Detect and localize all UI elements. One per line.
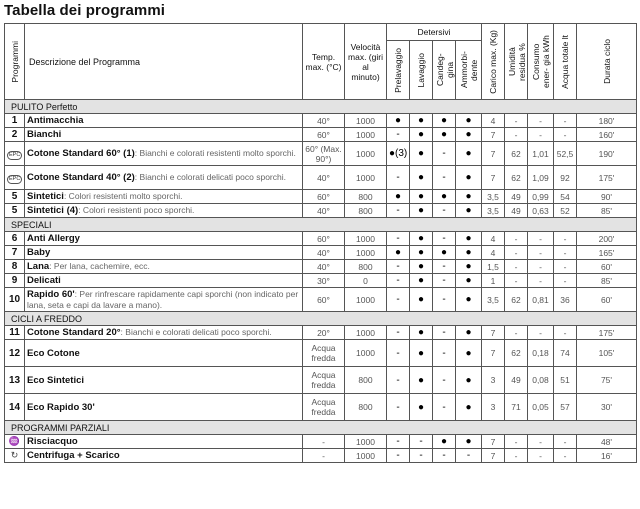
table-row (5, 288, 637, 312)
umidita-cell: - (505, 435, 528, 449)
durata-cell: 165' (577, 246, 637, 260)
consumo-cell: 0,81 (528, 288, 554, 312)
consumo-cell: - (528, 128, 554, 142)
consumo-cell: 1,01 (528, 142, 554, 166)
prelavaggio-cell: - (387, 166, 410, 190)
program-name: Sintetici (27, 191, 64, 202)
speed-cell: 1000 (345, 142, 387, 166)
programs-table (4, 23, 637, 463)
program-name: Lana (27, 261, 50, 272)
umidita-cell: - (505, 114, 528, 128)
consumo-cell: - (528, 274, 554, 288)
speed-cell: 800 (345, 204, 387, 218)
col-prelavaggio: Prelavaggio (387, 41, 410, 100)
table-row (5, 394, 637, 421)
program-name: Rapido 60' (27, 288, 75, 300)
program-name: Sintetici (4) (27, 205, 79, 216)
col-programmi: Programmi (5, 24, 25, 100)
program-description (25, 232, 303, 246)
load-cell: 7 (482, 340, 505, 367)
program-detail: : Per rinfrescare rapidamente capi sporchi (non indicato per lana, seta e capi da lavare a mano). (27, 288, 299, 310)
program-number: 14 (5, 394, 25, 421)
program-number: 9 (5, 274, 25, 288)
load-cell: 3,5 (482, 190, 505, 204)
umidita-cell: 49 (505, 204, 528, 218)
acqua-cell: - (554, 326, 577, 340)
umidita-cell: - (505, 260, 528, 274)
temp-cell: Acqua fredda (303, 394, 345, 421)
temp-cell: Acqua fredda (303, 340, 345, 367)
program-detail: : Bianchi e colorati delicati poco sporchi. (120, 327, 272, 337)
speed-cell: 1000 (345, 232, 387, 246)
umidita-cell: 62 (505, 288, 528, 312)
lavaggio-cell: ● (410, 288, 433, 312)
col-velocita: Velocità max. (giri al minuto) (345, 24, 387, 100)
acqua-cell: - (554, 246, 577, 260)
program-description (25, 166, 303, 190)
program-number: 5 (5, 204, 25, 218)
program-description (25, 326, 303, 340)
prelavaggio-cell: - (387, 232, 410, 246)
lavaggio-cell: ● (410, 128, 433, 142)
temp-cell: 30° (303, 274, 345, 288)
lavaggio-cell: ● (410, 367, 433, 394)
candeggina-cell: ● (433, 114, 456, 128)
program-description (25, 288, 303, 312)
prelavaggio-cell: - (387, 326, 410, 340)
candeggina-cell: - (433, 394, 456, 421)
col-descrizione: Descrizione del Programma (25, 24, 303, 100)
col-consumo: Consumo ener- gia kWh (528, 24, 554, 100)
program-number: 6 (5, 232, 25, 246)
program-number: 8 (5, 260, 25, 274)
program-number: 12 (5, 340, 25, 367)
consumo-cell: 0,08 (528, 367, 554, 394)
durata-cell: 60' (577, 260, 637, 274)
consumo-cell: 1,09 (528, 166, 554, 190)
energy-label-icon: EPC (5, 142, 25, 166)
load-cell: 7 (482, 128, 505, 142)
ammorbidente-cell: ● (456, 260, 482, 274)
durata-cell: 48' (577, 435, 637, 449)
ammorbidente-cell: ● (456, 435, 482, 449)
program-name: Eco Rapido 30' (27, 401, 95, 413)
speed-cell: 800 (345, 190, 387, 204)
prelavaggio-cell: - (387, 288, 410, 312)
speed-cell: 1000 (345, 166, 387, 190)
table-row (5, 246, 637, 260)
acqua-cell: 51 (554, 367, 577, 394)
program-name: Antimacchia (27, 115, 84, 126)
lavaggio-cell: ● (410, 394, 433, 421)
ammorbidente-cell: ● (456, 232, 482, 246)
prelavaggio-cell: - (387, 204, 410, 218)
table-row (5, 232, 637, 246)
ammorbidente-cell: - (456, 449, 482, 463)
consumo-cell: - (528, 449, 554, 463)
consumo-cell: 0,63 (528, 204, 554, 218)
speed-cell: 800 (345, 394, 387, 421)
umidita-cell: 49 (505, 190, 528, 204)
candeggina-cell: ● (433, 435, 456, 449)
section-row (5, 421, 637, 435)
col-candeggina: Candeg- gina (433, 41, 456, 100)
section-row (5, 100, 637, 114)
ammorbidente-cell: ● (456, 326, 482, 340)
prelavaggio-cell: ● (387, 114, 410, 128)
durata-cell: 190' (577, 142, 637, 166)
speed-cell: 1000 (345, 326, 387, 340)
umidita-cell: - (505, 232, 528, 246)
durata-cell: 200' (577, 232, 637, 246)
table-row (5, 114, 637, 128)
table-row (5, 166, 637, 190)
durata-cell: 90' (577, 190, 637, 204)
umidita-cell: 71 (505, 394, 528, 421)
lavaggio-cell: ● (410, 142, 433, 166)
col-durata: Durata ciclo (577, 24, 637, 100)
durata-cell: 85' (577, 274, 637, 288)
umidita-cell: - (505, 128, 528, 142)
load-cell: 3 (482, 394, 505, 421)
ammorbidente-cell: ● (456, 246, 482, 260)
program-detail: : Colori resistenti poco sporchi. (78, 205, 195, 215)
candeggina-cell: ● (433, 190, 456, 204)
table-row (5, 449, 637, 463)
candeggina-cell: - (433, 204, 456, 218)
section-title: CICLI A FREDDO (5, 312, 637, 326)
candeggina-cell: - (433, 166, 456, 190)
umidita-cell: - (505, 449, 528, 463)
load-cell: 3,5 (482, 204, 505, 218)
candeggina-cell: ● (433, 246, 456, 260)
program-number: 10 (5, 288, 25, 312)
prelavaggio-cell: ●(3) (387, 142, 410, 166)
consumo-cell: 0,99 (528, 190, 554, 204)
load-cell: 1,5 (482, 260, 505, 274)
speed-cell: 800 (345, 367, 387, 394)
program-description (25, 142, 303, 166)
acqua-cell: - (554, 128, 577, 142)
load-cell: 4 (482, 114, 505, 128)
load-cell: 7 (482, 166, 505, 190)
program-description (25, 394, 303, 421)
candeggina-cell: ● (433, 128, 456, 142)
program-number: 11 (5, 326, 25, 340)
ammorbidente-cell: ● (456, 166, 482, 190)
umidita-cell: 62 (505, 166, 528, 190)
lavaggio-cell: ● (410, 190, 433, 204)
lavaggio-cell: - (410, 435, 433, 449)
lavaggio-cell: - (410, 449, 433, 463)
table-row (5, 128, 637, 142)
acqua-cell: 36 (554, 288, 577, 312)
rinse-icon: ♒ (5, 435, 25, 449)
umidita-cell: - (505, 246, 528, 260)
candeggina-cell: - (433, 260, 456, 274)
speed-cell: 800 (345, 260, 387, 274)
prelavaggio-cell: - (387, 260, 410, 274)
program-name: Cotone Standard 60° (1) (27, 148, 135, 159)
temp-cell: 40° (303, 114, 345, 128)
prelavaggio-cell: - (387, 367, 410, 394)
ammorbidente-cell: ● (456, 142, 482, 166)
candeggina-cell: - (433, 288, 456, 312)
consumo-cell: - (528, 260, 554, 274)
acqua-cell: - (554, 449, 577, 463)
durata-cell: 16' (577, 449, 637, 463)
prelavaggio-cell: - (387, 340, 410, 367)
lavaggio-cell: ● (410, 204, 433, 218)
header-row-1 (5, 24, 637, 41)
prelavaggio-cell: - (387, 394, 410, 421)
acqua-cell: 92 (554, 166, 577, 190)
candeggina-cell: - (433, 274, 456, 288)
acqua-cell: - (554, 260, 577, 274)
temp-cell: 40° (303, 204, 345, 218)
consumo-cell: - (528, 246, 554, 260)
acqua-cell: - (554, 435, 577, 449)
ammorbidente-cell: ● (456, 128, 482, 142)
section-title: SPECIALI (5, 218, 637, 232)
program-number: 7 (5, 246, 25, 260)
table-row (5, 326, 637, 340)
speed-cell: 1000 (345, 449, 387, 463)
lavaggio-cell: ● (410, 274, 433, 288)
temp-cell: 60° (303, 128, 345, 142)
acqua-cell: 52 (554, 204, 577, 218)
candeggina-cell: - (433, 326, 456, 340)
program-description (25, 367, 303, 394)
durata-cell: 60' (577, 288, 637, 312)
temp-cell: 20° (303, 326, 345, 340)
load-cell: 4 (482, 232, 505, 246)
table-row (5, 435, 637, 449)
prelavaggio-cell: ● (387, 190, 410, 204)
consumo-cell: - (528, 114, 554, 128)
load-cell: 7 (482, 142, 505, 166)
table-row (5, 204, 637, 218)
candeggina-cell: - (433, 232, 456, 246)
program-name: Baby (27, 247, 51, 258)
acqua-cell: - (554, 114, 577, 128)
durata-cell: 75' (577, 367, 637, 394)
table-row (5, 142, 637, 166)
col-ammorbidente: Ammorbi- dente (456, 41, 482, 100)
program-name: Risciacquo (27, 436, 78, 447)
acqua-cell: 52,5 (554, 142, 577, 166)
programs-body (5, 100, 637, 463)
consumo-cell: 0,18 (528, 340, 554, 367)
program-name: Eco Cotone (27, 347, 80, 359)
load-cell: 3,5 (482, 288, 505, 312)
program-description (25, 260, 303, 274)
temp-cell: 60° (303, 190, 345, 204)
lavaggio-cell: ● (410, 114, 433, 128)
col-lavaggio: Lavaggio (410, 41, 433, 100)
program-description (25, 246, 303, 260)
umidita-cell: 62 (505, 340, 528, 367)
lavaggio-cell: ● (410, 246, 433, 260)
load-cell: 7 (482, 435, 505, 449)
program-name: Cotone Standard 40° (2) (27, 172, 135, 183)
acqua-cell: 54 (554, 190, 577, 204)
load-cell: 4 (482, 246, 505, 260)
lavaggio-cell: ● (410, 340, 433, 367)
lavaggio-cell: ● (410, 326, 433, 340)
program-description (25, 128, 303, 142)
lavaggio-cell: ● (410, 260, 433, 274)
acqua-cell: 57 (554, 394, 577, 421)
ammorbidente-cell: ● (456, 204, 482, 218)
durata-cell: 105' (577, 340, 637, 367)
consumo-cell: - (528, 232, 554, 246)
load-cell: 7 (482, 449, 505, 463)
spin-icon: ↻ (5, 449, 25, 463)
consumo-cell: 0,05 (528, 394, 554, 421)
temp-cell: 40° (303, 166, 345, 190)
temp-cell: 60° (303, 288, 345, 312)
ammorbidente-cell: ● (456, 340, 482, 367)
prelavaggio-cell: - (387, 128, 410, 142)
program-number: 13 (5, 367, 25, 394)
speed-cell: 1000 (345, 340, 387, 367)
program-detail: : Bianchi e colorati delicati poco sporchi. (134, 172, 286, 182)
acqua-cell: - (554, 274, 577, 288)
program-description (25, 435, 303, 449)
lavaggio-cell: ● (410, 232, 433, 246)
energy-label-icon: EPC (5, 166, 25, 190)
section-row (5, 312, 637, 326)
load-cell: 1 (482, 274, 505, 288)
umidita-cell: 49 (505, 367, 528, 394)
acqua-cell: - (554, 232, 577, 246)
lavaggio-cell: ● (410, 166, 433, 190)
ammorbidente-cell: ● (456, 274, 482, 288)
consumo-cell: - (528, 435, 554, 449)
durata-cell: 85' (577, 204, 637, 218)
durata-cell: 30' (577, 394, 637, 421)
section-row (5, 218, 637, 232)
program-description (25, 190, 303, 204)
consumo-cell: - (528, 326, 554, 340)
temp-cell: Acqua fredda (303, 367, 345, 394)
program-number: 1 (5, 114, 25, 128)
candeggina-cell: - (433, 367, 456, 394)
col-acqua: Acqua totale lt (554, 24, 577, 100)
durata-cell: 160' (577, 128, 637, 142)
table-row (5, 274, 637, 288)
temp-cell: - (303, 435, 345, 449)
candeggina-cell: - (433, 449, 456, 463)
program-name: Anti Allergy (27, 233, 80, 244)
program-number: 5 (5, 190, 25, 204)
durata-cell: 180' (577, 114, 637, 128)
ammorbidente-cell: ● (456, 394, 482, 421)
temp-cell: 60° (Max. 90°) (303, 142, 345, 166)
speed-cell: 1000 (345, 435, 387, 449)
speed-cell: 1000 (345, 288, 387, 312)
temp-cell: - (303, 449, 345, 463)
prelavaggio-cell: - (387, 274, 410, 288)
table-row (5, 260, 637, 274)
section-title: PULITO Perfetto (5, 100, 637, 114)
durata-cell: 175' (577, 166, 637, 190)
temp-cell: 60° (303, 232, 345, 246)
program-name: Bianchi (27, 129, 62, 140)
program-description (25, 274, 303, 288)
program-name: Centrifuga + Scarico (27, 450, 120, 461)
ammorbidente-cell: ● (456, 190, 482, 204)
umidita-cell: - (505, 326, 528, 340)
candeggina-cell: - (433, 340, 456, 367)
page-title: Tabella dei programmi (4, 2, 166, 19)
umidita-cell: - (505, 274, 528, 288)
load-cell: 3 (482, 367, 505, 394)
temp-cell: 40° (303, 260, 345, 274)
program-description (25, 114, 303, 128)
acqua-cell: 74 (554, 340, 577, 367)
program-detail: : Bianchi e colorati resistenti molto sporchi. (134, 148, 296, 158)
table-row (5, 340, 637, 367)
prelavaggio-cell: - (387, 449, 410, 463)
temp-cell: 40° (303, 246, 345, 260)
col-carico: Carico max. (Kg) (482, 24, 505, 100)
ammorbidente-cell: ● (456, 288, 482, 312)
program-detail: : Colori resistenti molto sporchi. (63, 191, 183, 201)
candeggina-cell: - (433, 142, 456, 166)
program-number: 2 (5, 128, 25, 142)
program-name: Delicati (27, 275, 61, 286)
program-description (25, 449, 303, 463)
speed-cell: 0 (345, 274, 387, 288)
durata-cell: 175' (577, 326, 637, 340)
speed-cell: 1000 (345, 128, 387, 142)
section-title: PROGRAMMI PARZIALI (5, 421, 637, 435)
col-detersivi: Detersivi (387, 24, 482, 41)
table-row (5, 367, 637, 394)
program-detail: : Per lana, cachemire, ecc. (49, 261, 150, 271)
umidita-cell: 62 (505, 142, 528, 166)
program-name: Cotone Standard 20° (27, 327, 121, 338)
speed-cell: 1000 (345, 246, 387, 260)
speed-cell: 1000 (345, 114, 387, 128)
program-name: Eco Sintetici (27, 374, 85, 386)
prelavaggio-cell: ● (387, 246, 410, 260)
col-umidita: Umidità residua % (505, 24, 528, 100)
table-row (5, 190, 637, 204)
program-description (25, 340, 303, 367)
col-temp: Temp. max. (°C) (303, 24, 345, 100)
ammorbidente-cell: ● (456, 367, 482, 394)
ammorbidente-cell: ● (456, 114, 482, 128)
prelavaggio-cell: - (387, 435, 410, 449)
program-description (25, 204, 303, 218)
load-cell: 7 (482, 326, 505, 340)
